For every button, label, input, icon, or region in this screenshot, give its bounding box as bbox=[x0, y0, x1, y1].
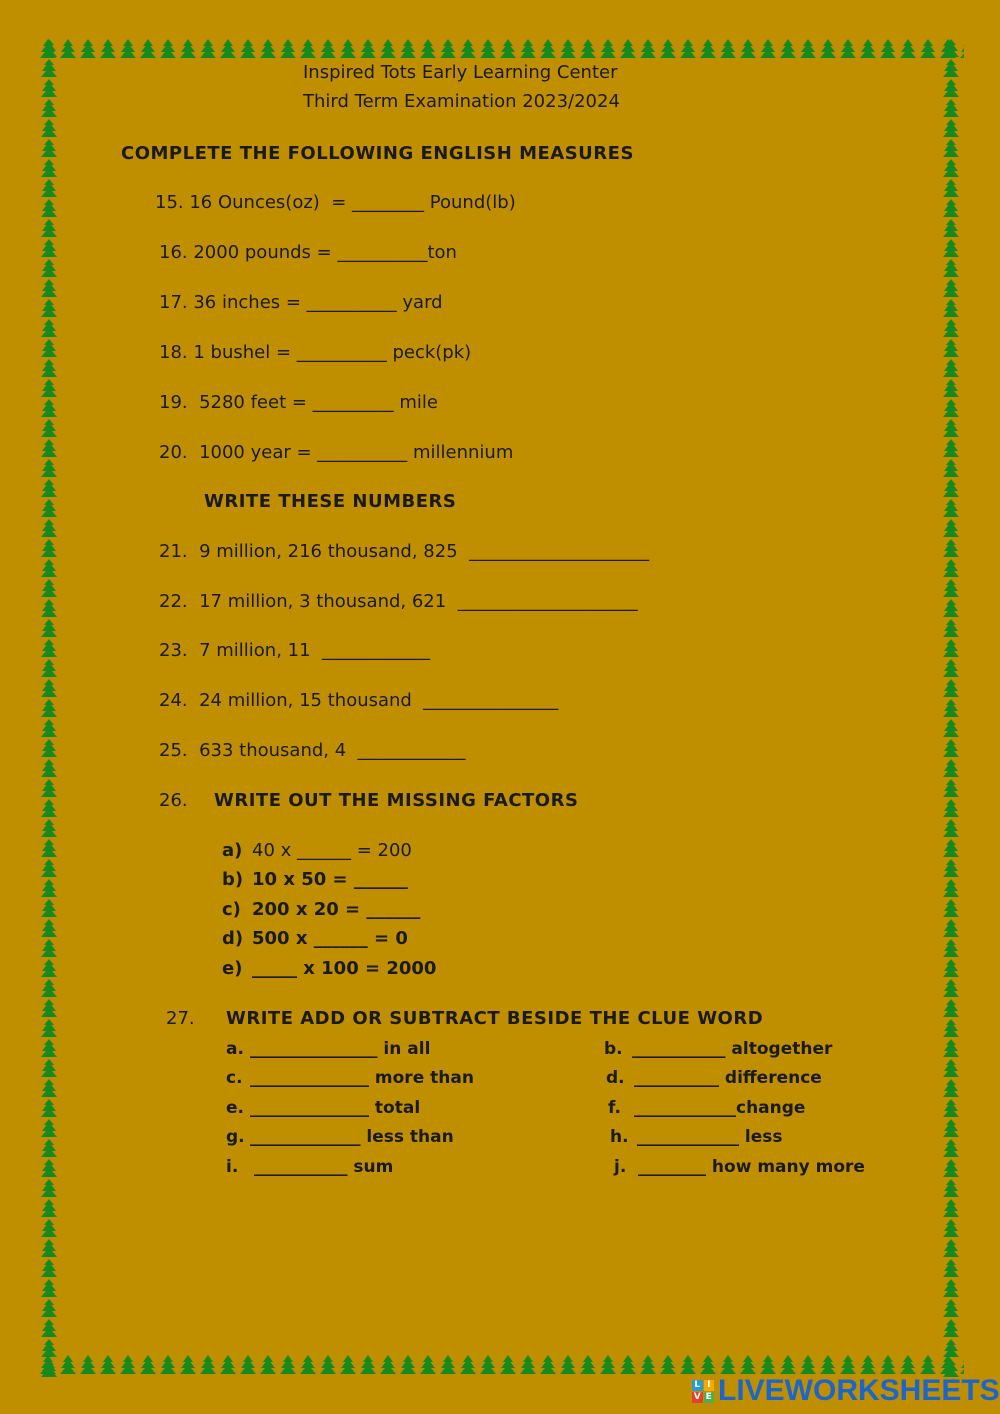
question-22: 22. 17 million, 3 thousand, 621 ____________________ bbox=[159, 591, 638, 612]
school-name: Inspired Tots Early Learning Center bbox=[303, 62, 618, 83]
factor-letter: b) bbox=[222, 869, 244, 890]
liveworksheets-logo-text: LIVEWORKSHEETS bbox=[718, 1374, 1000, 1407]
clue-item: ___________ sum bbox=[254, 1157, 394, 1177]
clue-letter: j. bbox=[614, 1157, 627, 1177]
clue-letter: g. bbox=[226, 1127, 245, 1147]
question-18: 18. 1 bushel = __________ peck(pk) bbox=[159, 342, 472, 363]
tree-border-top bbox=[38, 38, 964, 60]
section-factors-title: WRITE OUT THE MISSING FACTORS bbox=[214, 790, 579, 811]
clue-item: ______________ more than bbox=[250, 1068, 474, 1088]
factor-letter: d) bbox=[222, 928, 244, 949]
clue-letter: e. bbox=[226, 1098, 244, 1118]
question-26-number: 26. bbox=[159, 790, 188, 811]
clue-letter: a. bbox=[226, 1039, 244, 1059]
section-measures-title: COMPLETE THE FOLLOWING ENGLISH MEASURES bbox=[121, 143, 634, 164]
clue-item: _______________ in all bbox=[250, 1039, 431, 1059]
question-27-number: 27. bbox=[166, 1008, 195, 1029]
clue-letter: b. bbox=[604, 1039, 623, 1059]
question-17: 17. 36 inches = __________ yard bbox=[159, 292, 443, 313]
clue-item: ____________ less bbox=[637, 1127, 783, 1147]
factor-item: 10 x 50 = ______ bbox=[252, 869, 408, 890]
clue-item: ______________ total bbox=[250, 1098, 421, 1118]
factor-item: 200 x 20 = ______ bbox=[252, 899, 421, 920]
factor-item: 500 x ______ = 0 bbox=[252, 928, 408, 949]
tree-border-bottom bbox=[38, 1354, 964, 1376]
liveworksheets-logo-icon: L I V E bbox=[692, 1380, 714, 1402]
liveworksheets-logo[interactable] bbox=[692, 1374, 1000, 1408]
question-21: 21. 9 million, 216 thousand, 825 ____________________ bbox=[159, 541, 650, 562]
tree-border-right bbox=[940, 38, 962, 1378]
clue-letter: d. bbox=[606, 1068, 625, 1088]
question-24: 24. 24 million, 15 thousand _______________ bbox=[159, 690, 559, 711]
exam-title: Third Term Examination 2023/2024 bbox=[303, 91, 620, 112]
section-clue-words-title: WRITE ADD OR SUBTRACT BESIDE THE CLUE WORD bbox=[226, 1008, 764, 1029]
factor-letter: e) bbox=[222, 958, 243, 979]
question-16: 16. 2000 pounds = __________ton bbox=[159, 242, 457, 263]
factor-item: _____ x 100 = 2000 bbox=[252, 958, 437, 979]
factor-item: 40 x ______ = 200 bbox=[252, 840, 412, 861]
factor-letter: c) bbox=[222, 899, 241, 920]
section-numbers-title: WRITE THESE NUMBERS bbox=[204, 491, 457, 512]
question-15: 15. 16 Ounces(oz) = ________ Pound(lb) bbox=[155, 192, 516, 213]
clue-item: _____________ less than bbox=[250, 1127, 454, 1147]
clue-item: ___________ altogether bbox=[632, 1039, 833, 1059]
clue-letter: i. bbox=[226, 1157, 239, 1177]
clue-letter: h. bbox=[610, 1127, 629, 1147]
clue-letter: c. bbox=[226, 1068, 243, 1088]
clue-item: ____________change bbox=[634, 1098, 806, 1118]
clue-letter: f. bbox=[608, 1098, 621, 1118]
question-23: 23. 7 million, 11 ____________ bbox=[159, 640, 430, 661]
question-25: 25. 633 thousand, 4 ____________ bbox=[159, 740, 466, 761]
clue-item: ________ how many more bbox=[638, 1157, 865, 1177]
factor-letter: a) bbox=[222, 840, 243, 861]
question-20: 20. 1000 year = __________ millennium bbox=[159, 442, 514, 463]
question-19: 19. 5280 feet = _________ mile bbox=[159, 392, 438, 413]
tree-border-left bbox=[38, 38, 60, 1378]
clue-item: __________ difference bbox=[634, 1068, 822, 1088]
